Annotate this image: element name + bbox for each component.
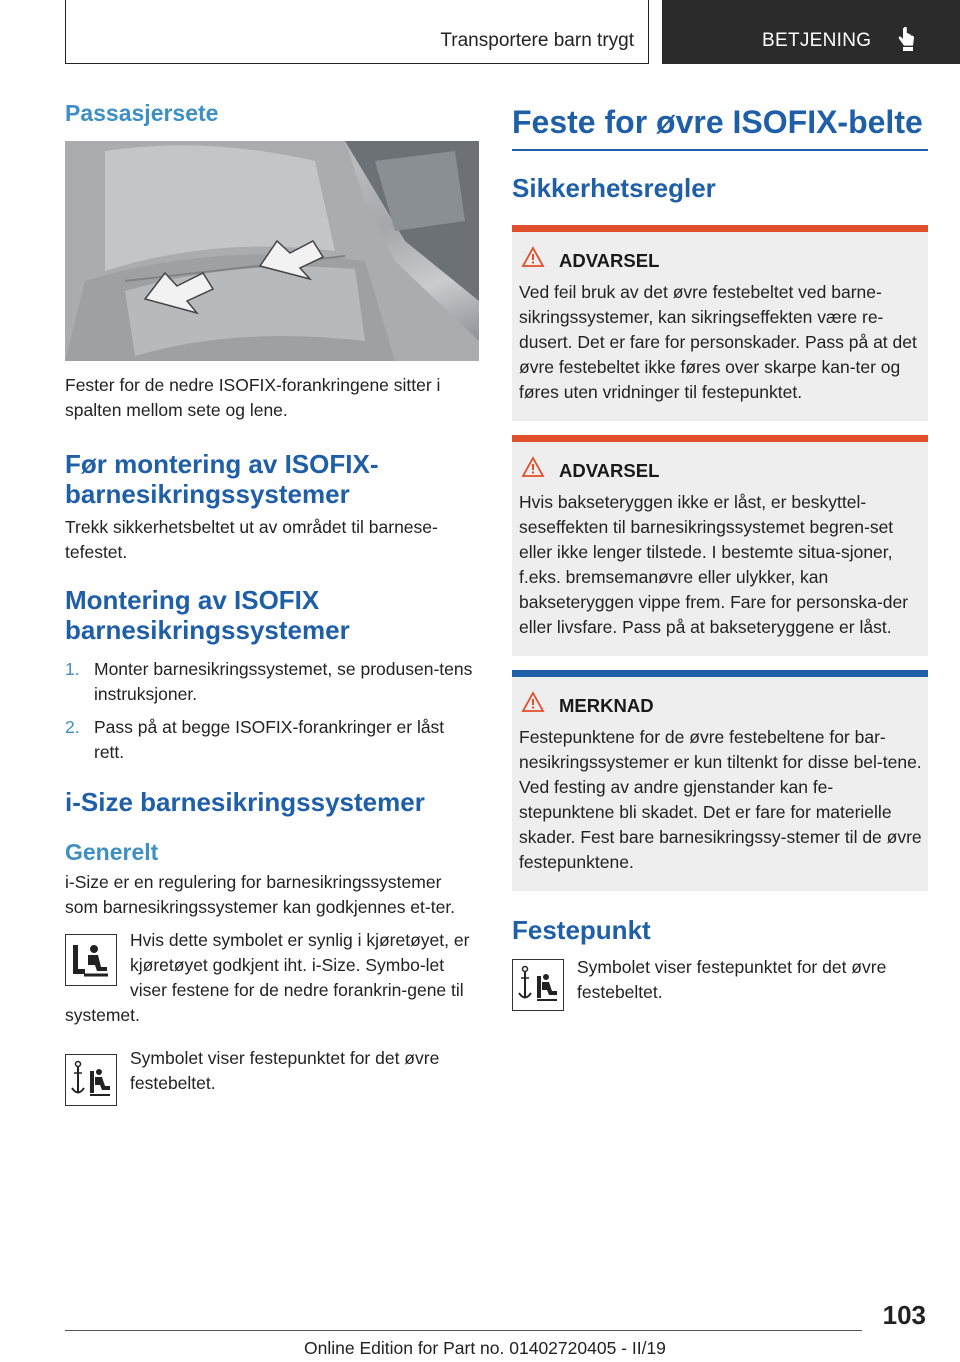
passenger-seat-heading: Passasjersete [65,100,219,126]
warning-title: ADVARSEL [559,460,922,482]
header-section-box [65,0,649,64]
top-tether-heading: Feste for øvre ISOFIX-belte [512,104,923,140]
note-box [512,670,928,891]
header-chapter-title: BETJENING [762,30,872,51]
right-column [512,100,928,1015]
before-mounting-heading: Før montering av ISOFIX-barnesikringssystemer [65,449,379,509]
step-number: 1. [65,659,80,679]
footer-divider [65,1330,862,1331]
page-number: 103 [882,1300,926,1330]
warning-triangle-icon [521,246,545,268]
header-chapter-tab[interactable] [662,0,960,64]
header-section-title: Transportere barn trygt [440,30,634,51]
warning-triangle-icon [521,691,545,713]
general-text: i-Size er en regulering for barnesikringssystemer som barnesikringssystemer kan godkjennes et-ter. [65,872,456,917]
mounting-heading: Montering av ISOFIX barnesikringssystemer [65,585,350,645]
list-item [65,657,479,707]
isofix-seat-symbol-icon [65,934,117,986]
warning-title: ADVARSEL [559,250,922,272]
photo-caption: Fester for de nedre ISOFIX-forankringene sitter i spalten mellom sete og lene. [65,375,441,420]
mounting-steps [65,657,479,765]
safety-rules-heading: Sikkerhetsregler [512,173,716,203]
note-title: MERKNAD [559,695,922,717]
edition-footer: Online Edition for Part no. 01402720405 - II/19 [304,1338,666,1358]
general-heading: Generelt [65,839,159,865]
isize-heading: i-Size barnesikringssystemer [65,787,425,817]
seat-photo [65,141,479,361]
symbol1-text: Hvis dette symbolet er synlig i kjøretøyet, er kjøretøyet godkjent iht. i-Size. Symbo-let viser festene for de nedre forankrin-gene til systemet. [65,930,470,1025]
step-number: 2. [65,717,80,737]
top-tether-symbol-icon [512,959,564,1011]
top-tether-symbol-icon [65,1054,117,1106]
warning2-text: Hvis bakseteryggen ikke er låst, er beskyttel-seseffekten til barnesikringssystemet begren-set eller ikke lenger tilstede. I bestemte situa-sjoner, f.eks. bremsemanøvre eller ulykker, kan bakseteryggen vippe frem. Fare for personska-der eller livsfare. Pass på at bakseteryggene er låst. [519,492,909,637]
left-column [65,100,479,1110]
warning-box-2 [512,435,928,656]
anchor-symbol-row [512,955,928,1015]
step-text: Pass på at begge ISOFIX-forankringer er låst rett. [94,717,445,762]
anchor-point-heading: Festepunkt [512,915,651,945]
symbol2-text: Symbolet viser festepunktet for det øvre festebeltet. [130,1048,440,1093]
before-mounting-text: Trekk sikkerhetsbeltet ut av området til barnese-tefestet. [65,517,438,562]
seat-photo-illustration [65,141,479,361]
warning-box-1 [512,225,928,421]
heading-rule [512,149,928,151]
note-text: Festepunktene for de øvre festebeltene for bar-nesikringssystemer er kun tiltenkt for disse bel-tene. Ved festing av andre gjenstander kan fe-stepunktene bli skadet. Det er fare for materielle skader. Fest bare barnesikringssy-stemer til de øvre festepunktene. [519,727,922,872]
list-item [65,715,479,765]
tether-symbol-row [65,1046,479,1110]
warning-triangle-icon [521,456,545,478]
step-text: Monter barnesikringssystemet, se produsen-tens instruksjoner. [94,659,473,704]
isize-symbol-row [65,928,479,1028]
warning1-text: Ved feil bruk av det øvre festebeltet ved barne-sikringssystemer, kan sikringseffekten være re-dusert. Det er fare for personskader. Pass på at det øvre festebeltet ikke føres over skarpe kan-ter og føres uten vridninger til festepunktet. [519,282,917,402]
hand-pointer-icon [896,26,916,52]
anchor-text: Symbolet viser festepunktet for det øvre festebeltet. [577,957,887,1002]
